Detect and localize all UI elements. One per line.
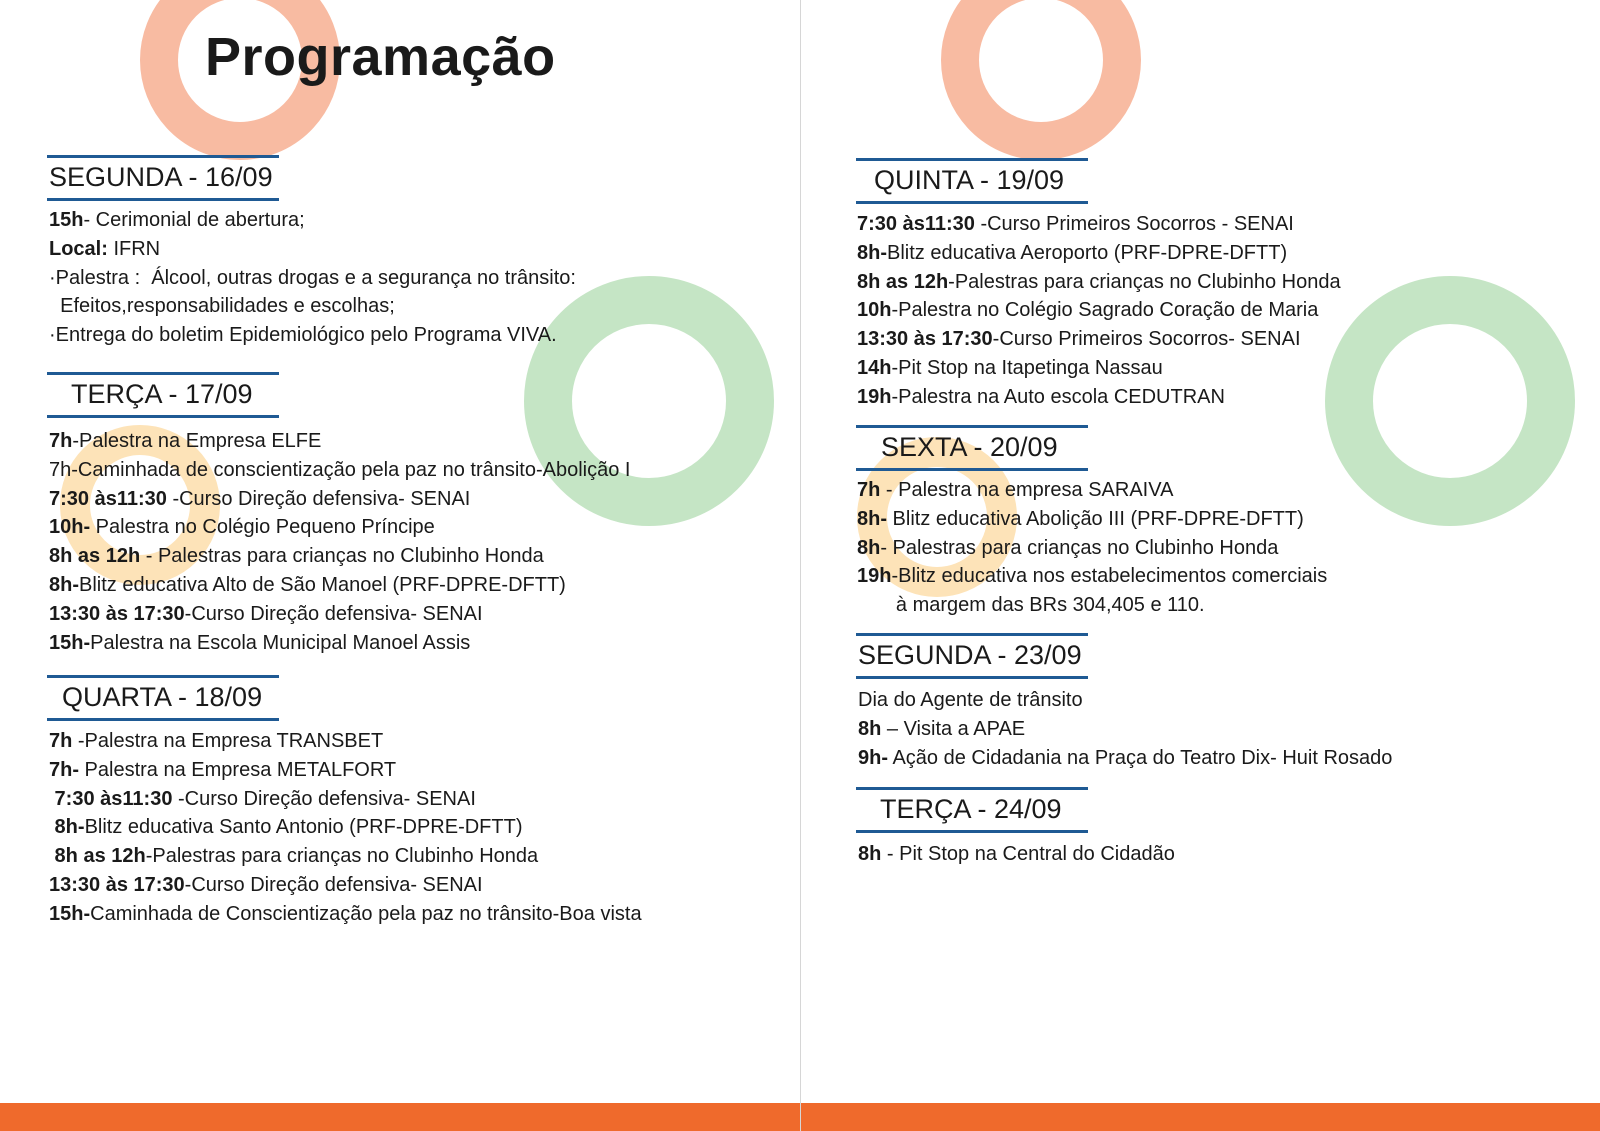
day-heading-terca-2	[856, 787, 1088, 833]
schedule-item: 8h as 12h-Palestras para crianças no Clubinho Honda	[857, 270, 1341, 293]
orange-ring-decoration	[941, 0, 1141, 160]
schedule-item: 15h- Cerimonial de abertura;	[49, 209, 305, 231]
green-ring-decoration	[1325, 276, 1575, 526]
schedule-item: 7h-Palestra na Empresa ELFE	[49, 430, 322, 452]
day-heading-terca	[47, 372, 279, 418]
schedule-item: 8h-Blitz educativa Santo Antonio (PRF-DPRE-DFTT)	[49, 816, 523, 839]
schedule-list-terca	[49, 427, 630, 657]
right-page	[801, 0, 1600, 1131]
schedule-item: 9h- Ação de Cidadania na Praça do Teatro Dix- Huit Rosado	[858, 746, 1393, 769]
schedule-list-quarta	[49, 727, 642, 929]
schedule-item: 8h-Blitz educativa Alto de São Manoel (PRF-DPRE-DFTT)	[49, 573, 566, 596]
schedule-item: 7:30 às11:30 -Curso Direção defensiva- SENAI	[49, 487, 471, 510]
schedule-list-segunda	[49, 206, 576, 350]
day-heading-label: QUARTA - 18/09	[62, 682, 263, 712]
schedule-item: Efeitos,responsabilidades e escolhas;	[49, 295, 395, 318]
schedule-item: 8h as 12h - Palestras para crianças no Clubinho Honda	[49, 545, 544, 568]
schedule-item: 8h-Blitz educativa Aeroporto (PRF-DPRE-DFTT)	[857, 241, 1288, 264]
day-heading-segunda	[47, 155, 279, 201]
schedule-item: 13:30 às 17:30-Curso Primeiros Socorros- SENAI	[857, 328, 1301, 351]
day-heading-label: TERÇA - 17/09	[71, 379, 253, 409]
page-title: Programação	[205, 27, 556, 87]
schedule-item: 7:30 às11:30 -Curso Direção defensiva- SENAI	[49, 787, 476, 810]
schedule-item: 15h-Caminhada de Conscientização pela paz no trânsito-Boa vista	[49, 902, 642, 925]
schedule-item: 19h-Blitz educativa nos estabelecimentos comerciais	[857, 565, 1328, 588]
day-heading-label: SEGUNDA - 23/09	[858, 640, 1082, 670]
day-heading-quarta	[47, 675, 279, 721]
day-heading-quinta	[856, 158, 1088, 204]
bottom-accent-bar	[0, 1103, 800, 1131]
schedule-list-quinta	[857, 210, 1341, 412]
schedule-item: 8h- Blitz educativa Abolição III (PRF-DPRE-DFTT)	[857, 507, 1304, 530]
schedule-item: 15h-Palestra na Escola Municipal Manoel Assis	[49, 631, 471, 654]
schedule-item: ·Entrega do boletim Epidemiológico pelo Programa VIVA.	[49, 324, 557, 347]
schedule-item: 10h- Palestra no Colégio Pequeno Príncipe	[49, 516, 435, 539]
schedule-item: 13:30 às 17:30-Curso Direção defensiva- SENAI	[49, 602, 483, 625]
schedule-list-sexta	[857, 476, 1327, 620]
day-heading-label: TERÇA - 24/09	[880, 794, 1062, 824]
schedule-item: 8h – Visita a APAE	[858, 717, 1026, 740]
day-heading-sexta	[856, 425, 1088, 471]
schedule-item: 8h as 12h-Palestras para crianças no Clubinho Honda	[49, 845, 539, 868]
schedule-item: 10h-Palestra no Colégio Sagrado Coração de Maria	[857, 299, 1319, 322]
schedule-item: 8h- Palestras para crianças no Clubinho Honda	[857, 536, 1279, 559]
schedule-item: Dia do Agente de trânsito	[858, 689, 1083, 711]
schedule-item: ·Palestra : Álcool, outras drogas e a segurança no trânsito:	[49, 266, 576, 289]
schedule-item: 7h - Palestra na empresa SARAIVA	[857, 479, 1174, 501]
schedule-item: Local: IFRN	[49, 237, 161, 260]
schedule-item: 7h -Palestra na Empresa TRANSBET	[49, 730, 384, 752]
schedule-item: 14h-Pit Stop na Itapetinga Nassau	[857, 356, 1163, 379]
schedule-item: 7:30 às11:30 -Curso Primeiros Socorros - SENAI	[857, 213, 1294, 235]
bottom-accent-bar	[801, 1103, 1600, 1131]
schedule-item: à margem das BRs 304,405 e 110.	[857, 594, 1205, 617]
day-heading-segunda-2	[856, 633, 1088, 679]
schedule-item: 19h-Palestra na Auto escola CEDUTRAN	[857, 385, 1225, 408]
schedule-list-terca-2	[858, 840, 1175, 869]
schedule-list-segunda-2	[858, 686, 1392, 772]
day-heading-label: SEXTA - 20/09	[881, 432, 1058, 462]
schedule-item: 13:30 às 17:30-Curso Direção defensiva- SENAI	[49, 873, 483, 896]
schedule-item: 7h- Palestra na Empresa METALFORT	[49, 758, 397, 781]
day-heading-label: SEGUNDA - 16/09	[49, 162, 273, 192]
day-heading-label: QUINTA - 19/09	[874, 165, 1065, 195]
schedule-item: 7h-Caminhada de conscientização pela paz no trânsito-Abolição I	[49, 458, 631, 481]
schedule-item: 8h - Pit Stop na Central do Cidadão	[858, 843, 1175, 865]
